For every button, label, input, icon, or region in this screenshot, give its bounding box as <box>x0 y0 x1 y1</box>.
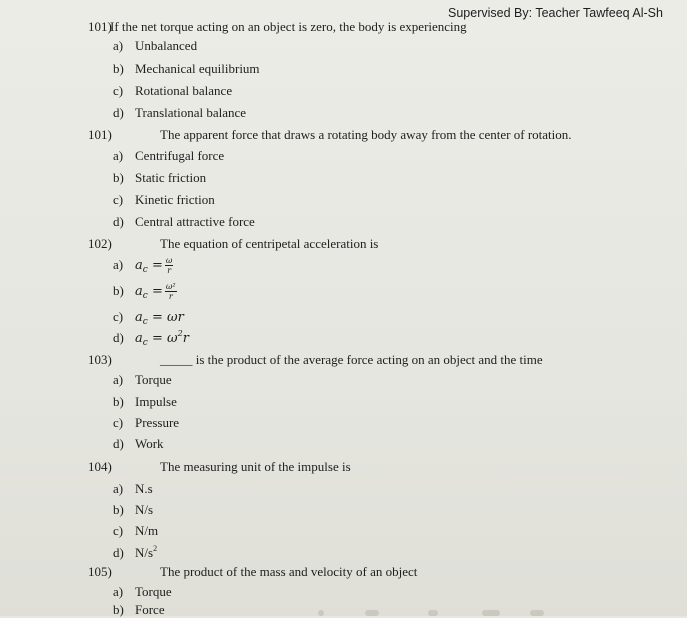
option-letter: a) <box>113 481 124 496</box>
eq-sign: = <box>151 258 163 273</box>
eq-lhs-sub: c <box>142 265 148 275</box>
answer-option <box>113 38 197 54</box>
eq-lhs-sub: c <box>142 291 148 301</box>
numerator: ω <box>165 256 173 265</box>
option-letter: c) <box>113 83 124 98</box>
question-text: The product of the mass and velocity of an object <box>160 564 418 579</box>
answer-option <box>113 481 153 497</box>
option-letter: b) <box>113 61 124 76</box>
eq-lhs: a <box>135 310 143 325</box>
answer-option <box>113 436 164 452</box>
option-letter: b) <box>113 170 124 185</box>
answer-option <box>113 83 232 99</box>
question-number: 102) <box>88 236 112 251</box>
fraction <box>165 282 177 301</box>
option-text: Torque <box>135 372 172 387</box>
option-letter: d) <box>113 214 124 229</box>
answer-option <box>113 584 172 600</box>
numerator: ω² <box>165 282 176 291</box>
option-text: Torque <box>135 584 172 599</box>
option-text: Force <box>135 602 165 617</box>
answer-option <box>113 148 224 164</box>
option-text: Pressure <box>135 415 180 430</box>
answer-option <box>113 329 189 348</box>
option-text: N/s <box>135 502 154 517</box>
option-text: Static friction <box>135 170 207 185</box>
option-letter: b) <box>113 602 124 617</box>
eq-rhs-sup: 2 <box>177 329 183 338</box>
question-number: 101) <box>88 19 112 34</box>
answer-option <box>113 415 179 431</box>
cutoff-mark <box>318 610 324 616</box>
option-text: N/m <box>135 523 159 538</box>
equation <box>135 310 184 325</box>
answer-option <box>113 256 173 275</box>
answer-option <box>113 170 206 186</box>
question-number: 101) <box>88 127 112 142</box>
supervisor-header: Supervised By: Teacher Tawfeeq Al-Sh <box>448 6 663 20</box>
option-text: Work <box>135 436 164 451</box>
eq-lhs-sub: c <box>142 338 148 348</box>
option-letter: b) <box>113 502 124 517</box>
eq-sign: = <box>151 284 163 299</box>
question-text: If the net torque acting on an object is zero, the body is experiencing <box>110 19 467 34</box>
question-number: 105) <box>88 564 112 579</box>
option-letter: c) <box>113 523 124 538</box>
cutoff-mark <box>365 610 379 616</box>
answer-option <box>113 523 158 539</box>
option-superscript: 2 <box>153 544 158 553</box>
denominator: r <box>168 292 173 301</box>
equation <box>135 284 177 299</box>
question-text: The apparent force that draws a rotating body away from the center of rotation. <box>160 127 572 142</box>
eq-rhs-base: ω <box>167 331 178 346</box>
cutoff-mark <box>530 610 544 616</box>
answer-option <box>113 214 255 230</box>
equation <box>135 331 189 346</box>
option-text: Centrifugal force <box>135 148 225 163</box>
option-text: Central attractive force <box>135 214 255 229</box>
option-letter: a) <box>113 372 124 387</box>
option-letter: c) <box>113 415 124 430</box>
eq-sign: = <box>151 310 163 325</box>
question-text: is the product of the average force acting on an object and the time <box>195 352 543 367</box>
fraction <box>165 256 174 275</box>
equation <box>135 258 173 273</box>
eq-sign: = <box>151 331 163 346</box>
eq-rhs: ωr <box>167 310 184 325</box>
option-text: Translational balance <box>135 105 247 120</box>
option-letter: c) <box>113 309 124 324</box>
question-text: The equation of centripetal acceleration is <box>160 236 379 251</box>
answer-option <box>113 282 177 301</box>
question-stem <box>160 352 543 368</box>
option-text: Mechanical equilibrium <box>135 61 260 76</box>
question-text: The measuring unit of the impulse is <box>160 459 351 474</box>
question-number: 103) <box>88 352 112 367</box>
answer-option <box>113 502 153 518</box>
option-text: Rotational balance <box>135 83 233 98</box>
option-letter: c) <box>113 192 124 207</box>
question-number: 104) <box>88 459 112 474</box>
eq-lhs: a <box>135 258 143 273</box>
cutoff-mark <box>482 610 500 616</box>
option-letter: d) <box>113 105 124 120</box>
option-text: Unbalanced <box>135 38 198 53</box>
eq-lhs-sub: c <box>142 317 148 327</box>
option-letter: d) <box>113 330 124 345</box>
answer-option <box>113 105 246 121</box>
option-letter: a) <box>113 38 124 53</box>
option-letter: a) <box>113 257 124 272</box>
eq-rhs-tail: r <box>182 331 189 346</box>
cutoff-mark <box>428 610 438 616</box>
option-letter: b) <box>113 283 124 298</box>
option-text: Impulse <box>135 394 177 409</box>
option-text: N/s <box>135 545 154 560</box>
option-letter: d) <box>113 545 124 560</box>
option-letter: b) <box>113 394 124 409</box>
option-letter: d) <box>113 436 124 451</box>
option-letter: a) <box>113 584 124 599</box>
answer-option <box>113 61 260 77</box>
answer-blank: _____ <box>160 352 193 367</box>
option-text: N.s <box>135 481 153 496</box>
option-letter: a) <box>113 148 124 163</box>
answer-option <box>113 394 177 410</box>
answer-option <box>113 192 215 208</box>
answer-option <box>113 309 184 327</box>
answer-option <box>113 544 157 561</box>
eq-lhs: a <box>135 331 143 346</box>
option-text: Kinetic friction <box>135 192 215 207</box>
answer-option <box>113 372 172 388</box>
eq-lhs: a <box>135 284 143 299</box>
denominator: r <box>167 266 172 275</box>
